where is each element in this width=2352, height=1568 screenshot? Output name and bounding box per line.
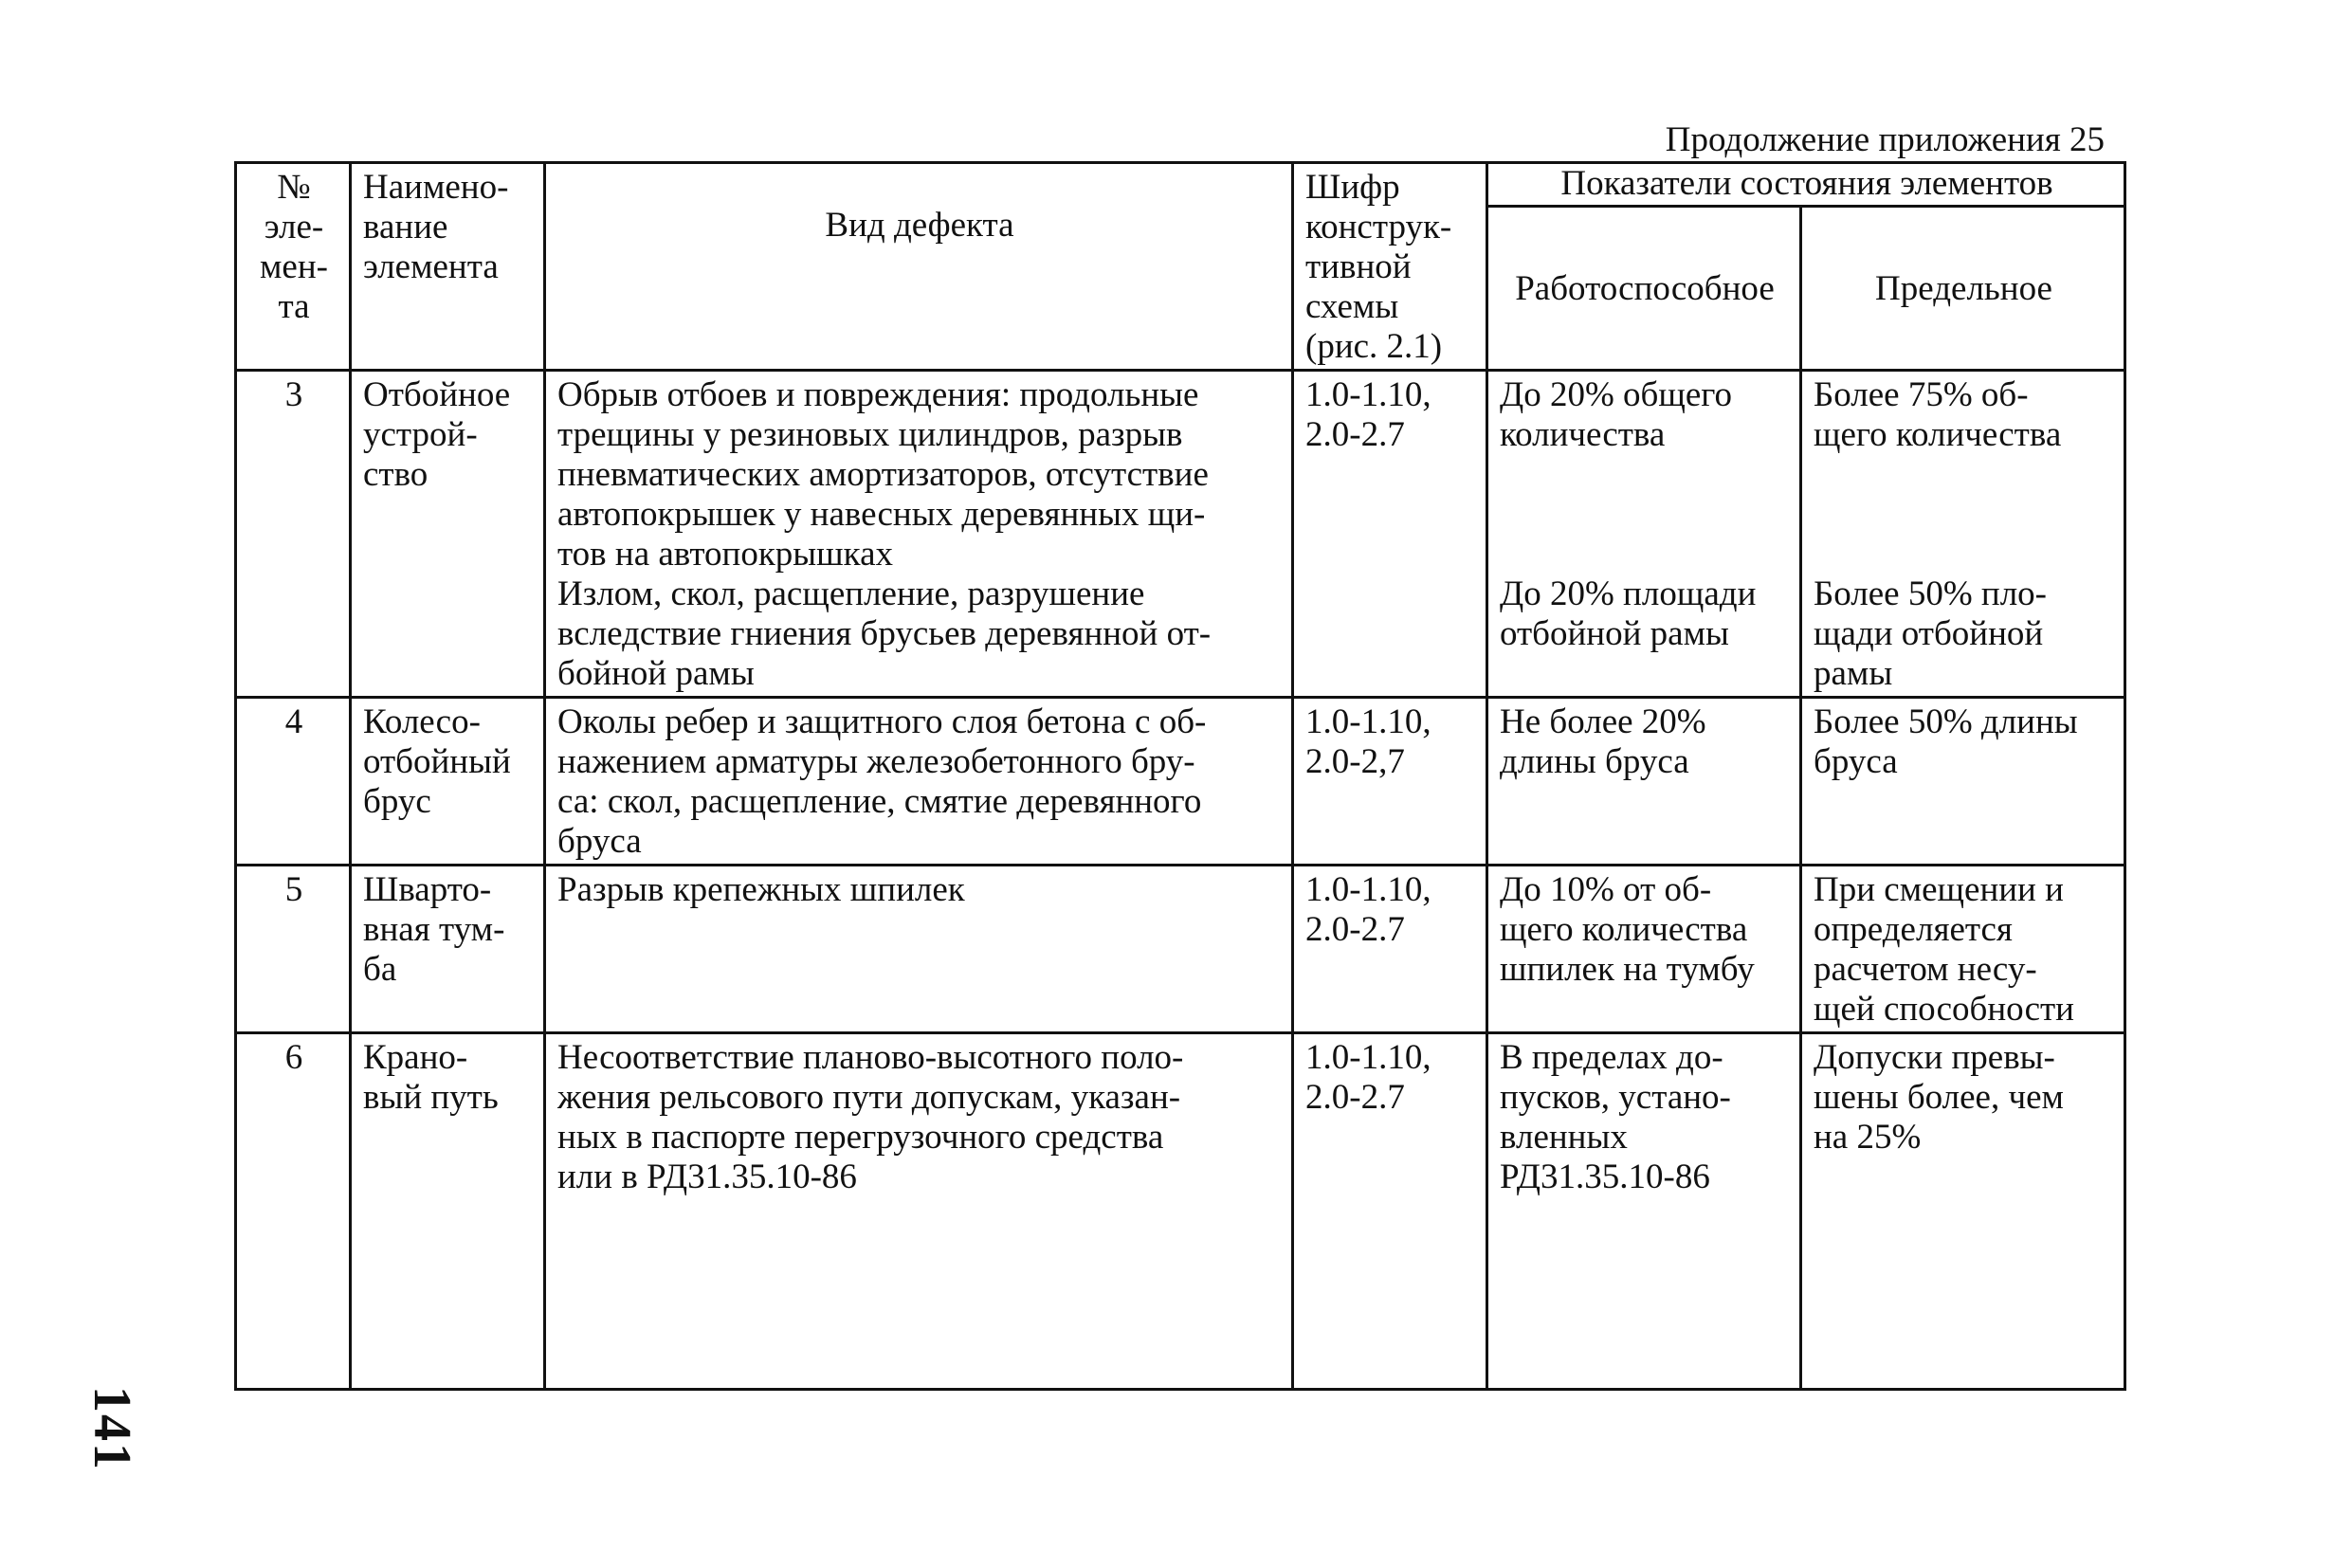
working-state-value: До 20% общего количества До 20% площади отбойной рамы xyxy=(1487,371,1801,698)
defect-description: Околы ребер и защитного слоя бетона с об- нажением арматуры железобетонного бру- са: скол, расщепление, смятие деревянного бруса xyxy=(545,698,1293,866)
header-working-state: Работоспособное xyxy=(1487,206,1801,370)
row-number: 5 xyxy=(236,866,351,1033)
table-row xyxy=(236,866,2125,1033)
limit-state-value: Допуски превы- шены более, чем на 25% xyxy=(1801,1033,2125,1390)
header-element-number: № эле- мен- та xyxy=(236,163,351,371)
table-row xyxy=(236,371,2125,698)
working-state-value: Не более 20% длины бруса xyxy=(1487,698,1801,866)
element-name: Кранo- вый путь xyxy=(351,1033,545,1390)
limit-state-value: Более 75% об- щего количества Более 50% пло- щади отбойной рамы xyxy=(1801,371,2125,698)
table-row xyxy=(236,1033,2125,1390)
header-scheme-code: Шифр конструк- тивной схемы (рис. 2.1) xyxy=(1293,163,1487,371)
defect-table xyxy=(234,161,2126,1391)
page-heading: Продолжение приложения 25 xyxy=(1665,120,2105,159)
row-number: 3 xyxy=(236,371,351,698)
scheme-code: 1.0-1.10, 2.0-2.7 xyxy=(1293,866,1487,1033)
header-limit-state: Предельное xyxy=(1801,206,2125,370)
working-state-value: В пределах до- пусков, устано- вленных РД31.35.10-86 xyxy=(1487,1033,1801,1390)
limit-state-value: При смещении и определяется расчетом несу- щей способности xyxy=(1801,866,2125,1033)
header-condition-indicators: Показатели состояния элементов xyxy=(1487,163,2125,207)
defect-description: Несоответствие планово-высотного поло- жения рельсового пути допускам, указан- ных в паспорте перегрузочного средства или в РД31.35.10-86 xyxy=(545,1033,1293,1390)
element-name: Шварто- вная тум- ба xyxy=(351,866,545,1033)
scheme-code: 1.0-1.10, 2.0-2,7 xyxy=(1293,698,1487,866)
row-number: 6 xyxy=(236,1033,351,1390)
defect-description: Разрыв крепежных шпилек xyxy=(545,866,1293,1033)
table-row xyxy=(236,698,2125,866)
row-number: 4 xyxy=(236,698,351,866)
limit-state-value: Более 50% длины бруса xyxy=(1801,698,2125,866)
scheme-code: 1.0-1.10, 2.0-2.7 xyxy=(1293,371,1487,698)
page-number: 141 xyxy=(82,1386,141,1471)
element-name: Отбойное устрой- ство xyxy=(351,371,545,698)
defect-description: Обрыв отбоев и повреждения: продольные трещины у резиновых цилиндров, разрыв пневматических амортизаторов, отсутствие автопокрышек у навесных деревянных щи- тов на автопокрышках Излом, скол, расщепление, разрушение вследствие гниения брусьев деревянной от- бойной рамы xyxy=(545,371,1293,698)
header-defect-type: Вид дефекта xyxy=(545,163,1293,371)
element-name: Колесо- отбойный брус xyxy=(351,698,545,866)
header-element-name: Наимено- вание элемента xyxy=(351,163,545,371)
working-state-value: До 10% от об- щего количества шпилек на тумбу xyxy=(1487,866,1801,1033)
scheme-code: 1.0-1.10, 2.0-2.7 xyxy=(1293,1033,1487,1390)
